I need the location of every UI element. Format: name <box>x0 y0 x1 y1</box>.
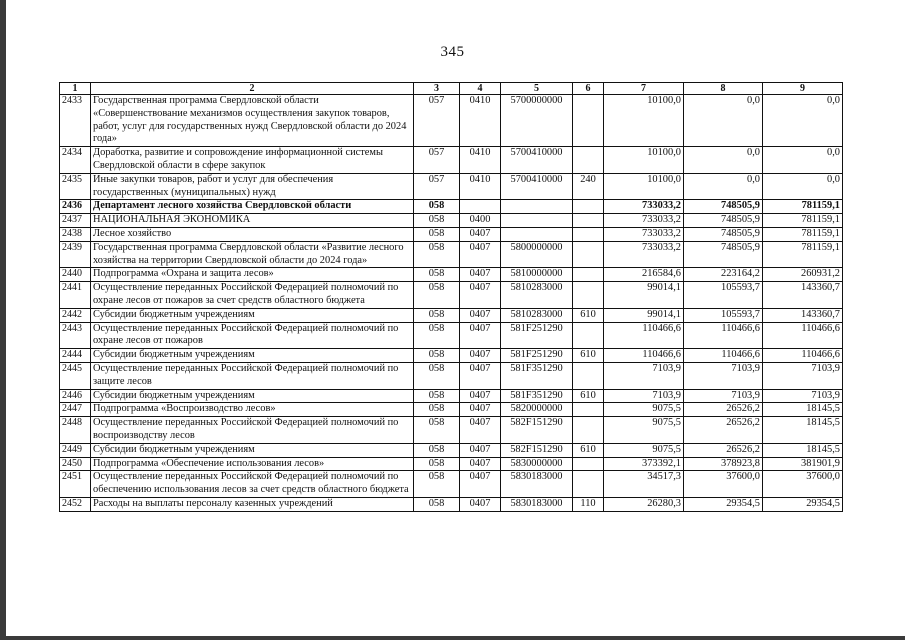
table-body <box>60 95 843 512</box>
cell-expense-type <box>573 241 604 268</box>
table-row <box>60 497 843 511</box>
cell-amount-col9: 29354,5 <box>763 497 843 511</box>
cell-amount-col9: 110466,6 <box>763 322 843 349</box>
cell-amount-col7: 110466,6 <box>604 322 684 349</box>
row-description: Субсидии бюджетным учреждениям <box>91 349 414 363</box>
cell-department-code: 058 <box>414 389 460 403</box>
cell-department-code: 058 <box>414 471 460 498</box>
row-description: Подпрограмма «Обеспечение использования лесов» <box>91 457 414 471</box>
cell-amount-col8: 26526,2 <box>684 417 763 444</box>
cell-department-code: 058 <box>414 457 460 471</box>
cell-department-code: 058 <box>414 268 460 282</box>
cell-amount-col7: 99014,1 <box>604 282 684 309</box>
cell-target-code: 581F351290 <box>501 389 573 403</box>
cell-section-code: 0407 <box>460 417 501 444</box>
cell-section-code: 0410 <box>460 147 501 174</box>
cell-target-code: 5810000000 <box>501 268 573 282</box>
cell-amount-col9: 0,0 <box>763 147 843 174</box>
cell-expense-type <box>573 147 604 174</box>
row-description: Осуществление переданных Российской Федерацией полномочий по воспроизводству лесов <box>91 417 414 444</box>
cell-amount-col7: 10100,0 <box>604 173 684 200</box>
cell-expense-type <box>573 214 604 228</box>
row-description: Иные закупки товаров, работ и услуг для обеспечения государственных (муниципальных) нужд <box>91 173 414 200</box>
cell-section-code: 0410 <box>460 173 501 200</box>
scan-edge-bottom <box>0 636 905 640</box>
cell-section-code: 0407 <box>460 349 501 363</box>
cell-amount-col7: 733033,2 <box>604 214 684 228</box>
cell-amount-col7: 7103,9 <box>604 389 684 403</box>
column-header: 9 <box>763 83 843 95</box>
cell-section-code: 0407 <box>460 443 501 457</box>
budget-table <box>59 82 843 512</box>
column-header: 2 <box>91 83 414 95</box>
cell-target-code: 582F151290 <box>501 417 573 444</box>
cell-amount-col7: 733033,2 <box>604 241 684 268</box>
column-header: 5 <box>501 83 573 95</box>
column-header: 1 <box>60 83 91 95</box>
row-number: 2450 <box>60 457 91 471</box>
cell-target-code <box>501 200 573 214</box>
column-header: 4 <box>460 83 501 95</box>
table-row <box>60 389 843 403</box>
cell-section-code: 0407 <box>460 457 501 471</box>
table-row <box>60 95 843 147</box>
cell-section-code: 0407 <box>460 241 501 268</box>
row-number: 2440 <box>60 268 91 282</box>
cell-section-code: 0407 <box>460 322 501 349</box>
cell-amount-col7: 7103,9 <box>604 362 684 389</box>
cell-amount-col8: 378923,8 <box>684 457 763 471</box>
cell-department-code: 058 <box>414 227 460 241</box>
cell-amount-col8: 105593,7 <box>684 308 763 322</box>
cell-department-code: 058 <box>414 282 460 309</box>
cell-amount-col9: 18145,5 <box>763 417 843 444</box>
cell-amount-col8: 748505,9 <box>684 241 763 268</box>
table-row <box>60 227 843 241</box>
cell-target-code: 5700410000 <box>501 147 573 174</box>
table-row <box>60 214 843 228</box>
cell-amount-col7: 99014,1 <box>604 308 684 322</box>
row-number: 2441 <box>60 282 91 309</box>
row-number: 2443 <box>60 322 91 349</box>
table-row <box>60 308 843 322</box>
cell-department-code: 057 <box>414 95 460 147</box>
cell-amount-col8: 7103,9 <box>684 389 763 403</box>
table-row <box>60 457 843 471</box>
cell-amount-col8: 26526,2 <box>684 443 763 457</box>
cell-amount-col9: 781159,1 <box>763 200 843 214</box>
cell-amount-col7: 373392,1 <box>604 457 684 471</box>
table-row <box>60 147 843 174</box>
cell-department-code: 058 <box>414 308 460 322</box>
row-number: 2445 <box>60 362 91 389</box>
row-number: 2448 <box>60 417 91 444</box>
cell-expense-type <box>573 457 604 471</box>
row-description: Осуществление переданных Российской Федерацией полномочий по охране лесов от пожаров за счет средств областного бюджета <box>91 282 414 309</box>
table-row <box>60 349 843 363</box>
cell-department-code: 058 <box>414 322 460 349</box>
row-description: Подпрограмма «Воспроизводство лесов» <box>91 403 414 417</box>
cell-amount-col7: 34517,3 <box>604 471 684 498</box>
cell-expense-type: 610 <box>573 349 604 363</box>
cell-target-code: 5820000000 <box>501 403 573 417</box>
cell-amount-col7: 9075,5 <box>604 403 684 417</box>
cell-expense-type: 610 <box>573 308 604 322</box>
cell-amount-col7: 10100,0 <box>604 147 684 174</box>
cell-amount-col8: 105593,7 <box>684 282 763 309</box>
cell-section-code: 0407 <box>460 308 501 322</box>
cell-target-code: 581F351290 <box>501 362 573 389</box>
cell-amount-col7: 26280,3 <box>604 497 684 511</box>
cell-amount-col9: 18145,5 <box>763 403 843 417</box>
cell-amount-col7: 110466,6 <box>604 349 684 363</box>
row-description: Доработка, развитие и сопровождение информационной системы Свердловской области в сфере закупок <box>91 147 414 174</box>
row-description: Субсидии бюджетным учреждениям <box>91 443 414 457</box>
cell-amount-col8: 29354,5 <box>684 497 763 511</box>
cell-amount-col9: 781159,1 <box>763 241 843 268</box>
cell-section-code <box>460 200 501 214</box>
row-description: Осуществление переданных Российской Федерацией полномочий по охране лесов от пожаров <box>91 322 414 349</box>
cell-amount-col7: 9075,5 <box>604 417 684 444</box>
cell-target-code: 5830000000 <box>501 457 573 471</box>
cell-amount-col8: 110466,6 <box>684 322 763 349</box>
cell-target-code <box>501 214 573 228</box>
row-description: Государственная программа Свердловской области «Совершенствование механизмов осуществления закупок товаров, работ, услуг для государственных нужд Свердловской области до 2024 года» <box>91 95 414 147</box>
row-number: 2447 <box>60 403 91 417</box>
row-description: НАЦИОНАЛЬНАЯ ЭКОНОМИКА <box>91 214 414 228</box>
cell-section-code: 0400 <box>460 214 501 228</box>
table-row <box>60 403 843 417</box>
cell-amount-col8: 110466,6 <box>684 349 763 363</box>
cell-expense-type <box>573 322 604 349</box>
row-number: 2438 <box>60 227 91 241</box>
cell-amount-col9: 110466,6 <box>763 349 843 363</box>
table-row <box>60 471 843 498</box>
cell-amount-col8: 0,0 <box>684 173 763 200</box>
cell-target-code: 581F251290 <box>501 322 573 349</box>
cell-target-code: 5700000000 <box>501 95 573 147</box>
cell-amount-col9: 143360,7 <box>763 282 843 309</box>
cell-amount-col9: 781159,1 <box>763 227 843 241</box>
header-row <box>60 83 843 95</box>
cell-amount-col9: 781159,1 <box>763 214 843 228</box>
cell-target-code: 581F251290 <box>501 349 573 363</box>
table-row <box>60 443 843 457</box>
cell-amount-col9: 7103,9 <box>763 389 843 403</box>
cell-amount-col8: 0,0 <box>684 95 763 147</box>
row-number: 2446 <box>60 389 91 403</box>
row-description: Осуществление переданных Российской Федерацией полномочий по обеспечению использования лесов за счет средств областного бюджета <box>91 471 414 498</box>
cell-target-code: 5800000000 <box>501 241 573 268</box>
cell-amount-col7: 733033,2 <box>604 227 684 241</box>
table-row <box>60 268 843 282</box>
cell-department-code: 058 <box>414 362 460 389</box>
row-description: Расходы на выплаты персоналу казенных учреждений <box>91 497 414 511</box>
row-description: Департамент лесного хозяйства Свердловской области <box>91 200 414 214</box>
table-row <box>60 200 843 214</box>
cell-amount-col7: 733033,2 <box>604 200 684 214</box>
cell-amount-col8: 26526,2 <box>684 403 763 417</box>
cell-section-code: 0407 <box>460 389 501 403</box>
cell-expense-type: 610 <box>573 443 604 457</box>
cell-expense-type <box>573 362 604 389</box>
row-description: Субсидии бюджетным учреждениям <box>91 389 414 403</box>
scan-edge-left <box>0 0 6 640</box>
cell-department-code: 058 <box>414 214 460 228</box>
cell-expense-type <box>573 268 604 282</box>
row-number: 2434 <box>60 147 91 174</box>
cell-target-code: 5830183000 <box>501 471 573 498</box>
cell-expense-type <box>573 471 604 498</box>
cell-department-code: 058 <box>414 200 460 214</box>
cell-expense-type <box>573 200 604 214</box>
cell-section-code: 0407 <box>460 362 501 389</box>
cell-department-code: 058 <box>414 443 460 457</box>
cell-expense-type: 610 <box>573 389 604 403</box>
cell-amount-col8: 748505,9 <box>684 214 763 228</box>
cell-expense-type <box>573 403 604 417</box>
column-header: 8 <box>684 83 763 95</box>
row-description: Государственная программа Свердловской области «Развитие лесного хозяйства на территории Свердловской области до 2024 года» <box>91 241 414 268</box>
row-number: 2436 <box>60 200 91 214</box>
cell-target-code: 5700410000 <box>501 173 573 200</box>
cell-amount-col9: 0,0 <box>763 173 843 200</box>
page-number: 345 <box>440 44 465 60</box>
cell-amount-col8: 748505,9 <box>684 227 763 241</box>
row-number: 2442 <box>60 308 91 322</box>
cell-target-code <box>501 227 573 241</box>
cell-amount-col9: 37600,0 <box>763 471 843 498</box>
table-row <box>60 282 843 309</box>
cell-amount-col9: 0,0 <box>763 95 843 147</box>
cell-amount-col8: 7103,9 <box>684 362 763 389</box>
row-number: 2433 <box>60 95 91 147</box>
table-row <box>60 241 843 268</box>
cell-expense-type <box>573 417 604 444</box>
cell-amount-col9: 7103,9 <box>763 362 843 389</box>
cell-expense-type <box>573 227 604 241</box>
cell-amount-col8: 748505,9 <box>684 200 763 214</box>
cell-department-code: 057 <box>414 173 460 200</box>
cell-section-code: 0410 <box>460 95 501 147</box>
table-row <box>60 173 843 200</box>
cell-department-code: 058 <box>414 417 460 444</box>
cell-amount-col9: 18145,5 <box>763 443 843 457</box>
cell-amount-col7: 10100,0 <box>604 95 684 147</box>
row-number: 2451 <box>60 471 91 498</box>
cell-amount-col8: 37600,0 <box>684 471 763 498</box>
cell-department-code: 058 <box>414 403 460 417</box>
column-header: 6 <box>573 83 604 95</box>
cell-department-code: 058 <box>414 497 460 511</box>
row-description: Лесное хозяйство <box>91 227 414 241</box>
cell-section-code: 0407 <box>460 471 501 498</box>
row-number: 2437 <box>60 214 91 228</box>
row-description: Подпрограмма «Охрана и защита лесов» <box>91 268 414 282</box>
cell-target-code: 582F151290 <box>501 443 573 457</box>
cell-expense-type: 240 <box>573 173 604 200</box>
cell-expense-type: 110 <box>573 497 604 511</box>
column-header: 7 <box>604 83 684 95</box>
cell-section-code: 0407 <box>460 282 501 309</box>
cell-target-code: 5810283000 <box>501 308 573 322</box>
row-number: 2435 <box>60 173 91 200</box>
cell-expense-type <box>573 95 604 147</box>
cell-amount-col9: 381901,9 <box>763 457 843 471</box>
cell-target-code: 5810283000 <box>501 282 573 309</box>
cell-amount-col9: 260931,2 <box>763 268 843 282</box>
column-header: 3 <box>414 83 460 95</box>
cell-amount-col7: 9075,5 <box>604 443 684 457</box>
cell-section-code: 0407 <box>460 497 501 511</box>
cell-target-code: 5830183000 <box>501 497 573 511</box>
cell-amount-col7: 216584,6 <box>604 268 684 282</box>
cell-section-code: 0407 <box>460 403 501 417</box>
row-number: 2444 <box>60 349 91 363</box>
cell-section-code: 0407 <box>460 227 501 241</box>
cell-amount-col9: 143360,7 <box>763 308 843 322</box>
cell-department-code: 057 <box>414 147 460 174</box>
cell-amount-col8: 223164,2 <box>684 268 763 282</box>
row-number: 2449 <box>60 443 91 457</box>
cell-department-code: 058 <box>414 241 460 268</box>
row-number: 2439 <box>60 241 91 268</box>
table-row <box>60 362 843 389</box>
row-description: Субсидии бюджетным учреждениям <box>91 308 414 322</box>
cell-amount-col8: 0,0 <box>684 147 763 174</box>
row-number: 2452 <box>60 497 91 511</box>
cell-department-code: 058 <box>414 349 460 363</box>
cell-expense-type <box>573 282 604 309</box>
table-row <box>60 322 843 349</box>
cell-section-code: 0407 <box>460 268 501 282</box>
table-row <box>60 417 843 444</box>
row-description: Осуществление переданных Российской Федерацией полномочий по защите лесов <box>91 362 414 389</box>
